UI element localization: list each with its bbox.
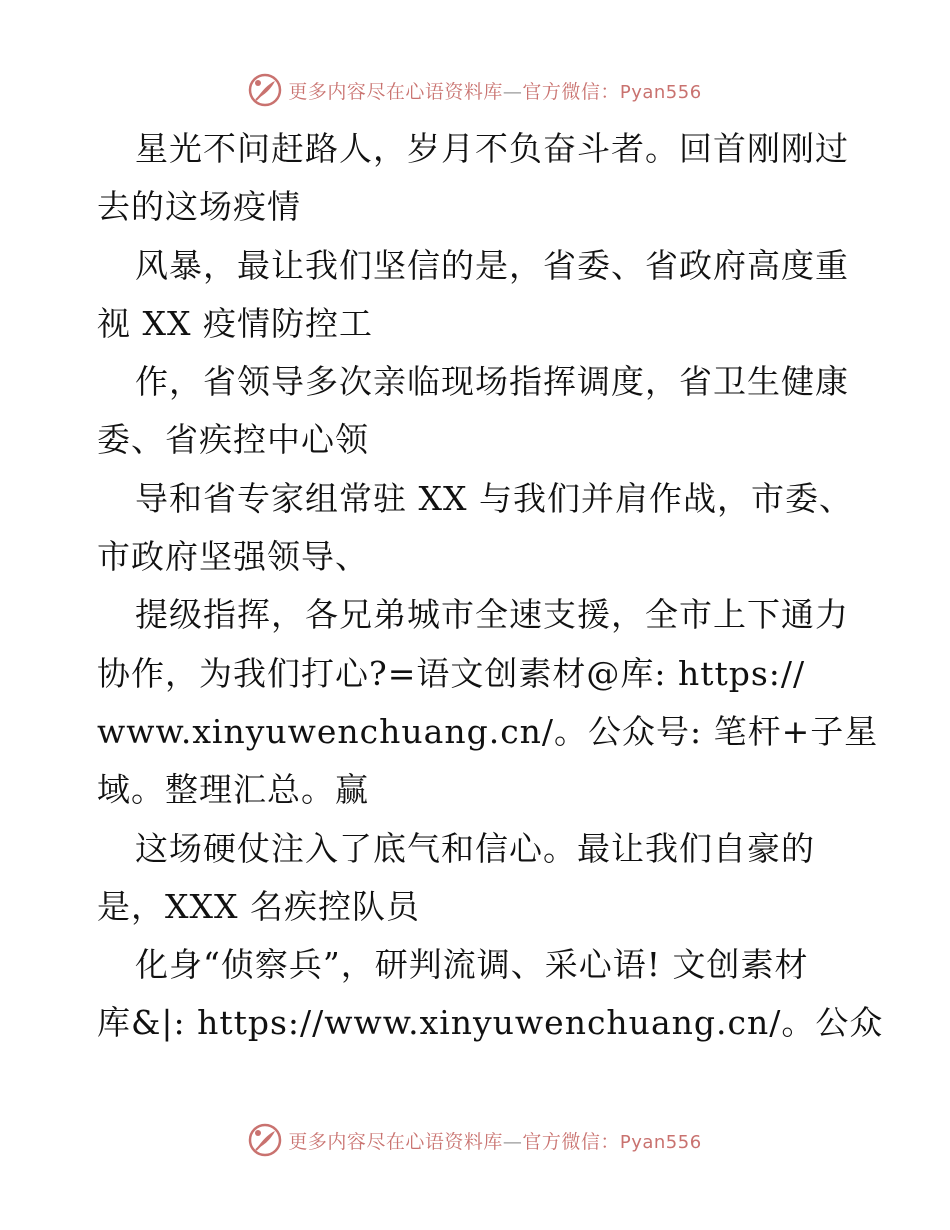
footer-watermark-text: 更多内容尽在心语资料库—官方微信：Pyan556 xyxy=(288,1130,702,1153)
body-line: 是，XXX 名疾控队员 xyxy=(97,886,420,926)
body-line: 视 XX 疫情防控工 xyxy=(97,303,373,343)
body-line: 协作，为我们打心?=语文创素材@库: https:// xyxy=(97,653,806,693)
body-line: 这场硬仗注入了底气和信心。最让我们自豪的 xyxy=(135,828,815,868)
body-line: 化身“侦察兵”，研判流调、采心语! 文创素材 xyxy=(135,945,809,985)
body-line: www.xinyuwenchuang.cn/。公众号: 笔杆+子星 xyxy=(97,711,879,751)
body-line: 库&|: https://www.xinyuwenchuang.cn/。公众 xyxy=(97,1003,884,1043)
document-body xyxy=(97,120,884,1053)
body-line: 市政府坚强领导、 xyxy=(97,537,369,577)
body-line: 去的这场疫情 xyxy=(97,187,301,227)
body-line: 委、省疾控中心领 xyxy=(97,420,369,460)
footer-watermark-banner xyxy=(0,1120,950,1160)
feather-pen-logo-icon xyxy=(248,1123,282,1157)
body-line: 星光不问赶路人，岁月不负奋斗者。回首刚刚过 xyxy=(135,129,849,168)
header-watermark-text: 更多内容尽在心语资料库—官方微信：Pyan556 xyxy=(288,80,702,103)
header-watermark-banner xyxy=(0,70,950,110)
body-line: 域。整理汇总。赢 xyxy=(97,770,369,810)
body-line: 风暴，最让我们坚信的是，省委、省政府高度重 xyxy=(135,245,849,285)
body-line: 导和省专家组常驻 XX 与我们并肩作战，市委、 xyxy=(135,478,853,518)
body-line: 作，省领导多次亲临现场指挥调度，省卫生健康 xyxy=(135,362,849,402)
body-line: 提级指挥，各兄弟城市全速支援，全市上下通力 xyxy=(135,595,849,635)
feather-pen-logo-icon xyxy=(248,73,282,107)
